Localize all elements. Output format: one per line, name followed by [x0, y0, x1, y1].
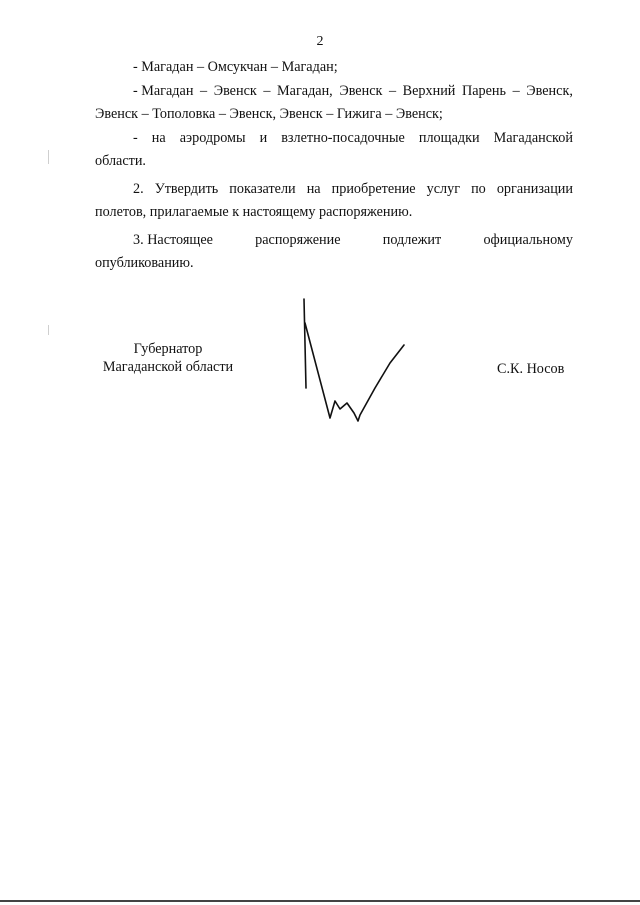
route-word: Эвенск: [213, 82, 257, 99]
route-word: - Магадан: [133, 82, 194, 99]
route-word: –: [200, 82, 208, 99]
paragraph-text: полетов, прилагаемые к настоящему распоряжению.: [95, 204, 413, 220]
route-item-text: Эвенск – Тополовка – Эвенск, Эвенск – Гижига – Эвенск;: [95, 106, 443, 122]
paragraph-word: показатели: [229, 180, 296, 197]
route-word: и: [259, 129, 268, 146]
route-word: Парень: [462, 82, 506, 99]
signatory-name: С.К. Носов: [497, 361, 565, 377]
paragraph-2: [95, 179, 573, 201]
signatory-title: [93, 340, 243, 376]
route-word: Эвенск: [339, 82, 383, 99]
route-word: -: [133, 129, 138, 146]
route-item-text: области.: [95, 153, 146, 169]
route-item-continuation: [95, 151, 573, 173]
paragraph-word: подлежит: [382, 231, 442, 248]
paragraph-word: Утвердить: [154, 180, 219, 197]
route-item: [95, 57, 573, 79]
route-word: –: [512, 82, 520, 99]
route-item: [95, 128, 573, 150]
document-body: [95, 57, 573, 277]
route-word: аэродромы: [179, 129, 246, 146]
handwritten-signature: [290, 293, 420, 428]
paragraph-word: распоряжение: [255, 231, 341, 248]
route-word: площадки: [418, 129, 480, 146]
page-bottom-edge: [0, 900, 640, 902]
signatory-region: Магаданской области: [102, 359, 234, 375]
paragraph-2-continuation: [95, 202, 573, 224]
paragraph-word: 3. Настоящее: [133, 231, 213, 248]
paragraph-word: официальному: [483, 231, 573, 248]
paragraph-word: 2.: [133, 180, 144, 197]
paragraph-word: услуг: [426, 180, 461, 197]
paragraph-word: организации: [496, 180, 573, 197]
signature-block: [0, 338, 640, 438]
route-word: взлетно-посадочные: [281, 129, 405, 146]
scan-margin-mark: [48, 325, 49, 335]
paragraph-3-continuation: [95, 253, 573, 275]
signatory-position: Губернатор: [133, 341, 203, 357]
paragraph-word: по: [471, 180, 486, 197]
page-number: 2: [316, 34, 324, 49]
route-word: Верхний: [402, 82, 456, 99]
route-item-text: - Магадан – Омсукчан – Магадан;: [133, 59, 338, 75]
route-item-continuation: [95, 104, 573, 126]
paragraph-word: на: [306, 180, 321, 197]
paragraph-word: приобретение: [331, 180, 416, 197]
route-word: на: [151, 129, 166, 146]
route-item: [95, 81, 573, 103]
route-word: Эвенск,: [526, 82, 573, 99]
paragraph-text: опубликованию.: [95, 255, 194, 271]
route-word: –: [263, 82, 271, 99]
scan-margin-mark: [48, 150, 49, 164]
route-word: –: [388, 82, 397, 99]
paragraph-3: [95, 230, 573, 252]
route-word: Магадан,: [277, 82, 333, 99]
route-word: Магаданской: [493, 129, 573, 146]
